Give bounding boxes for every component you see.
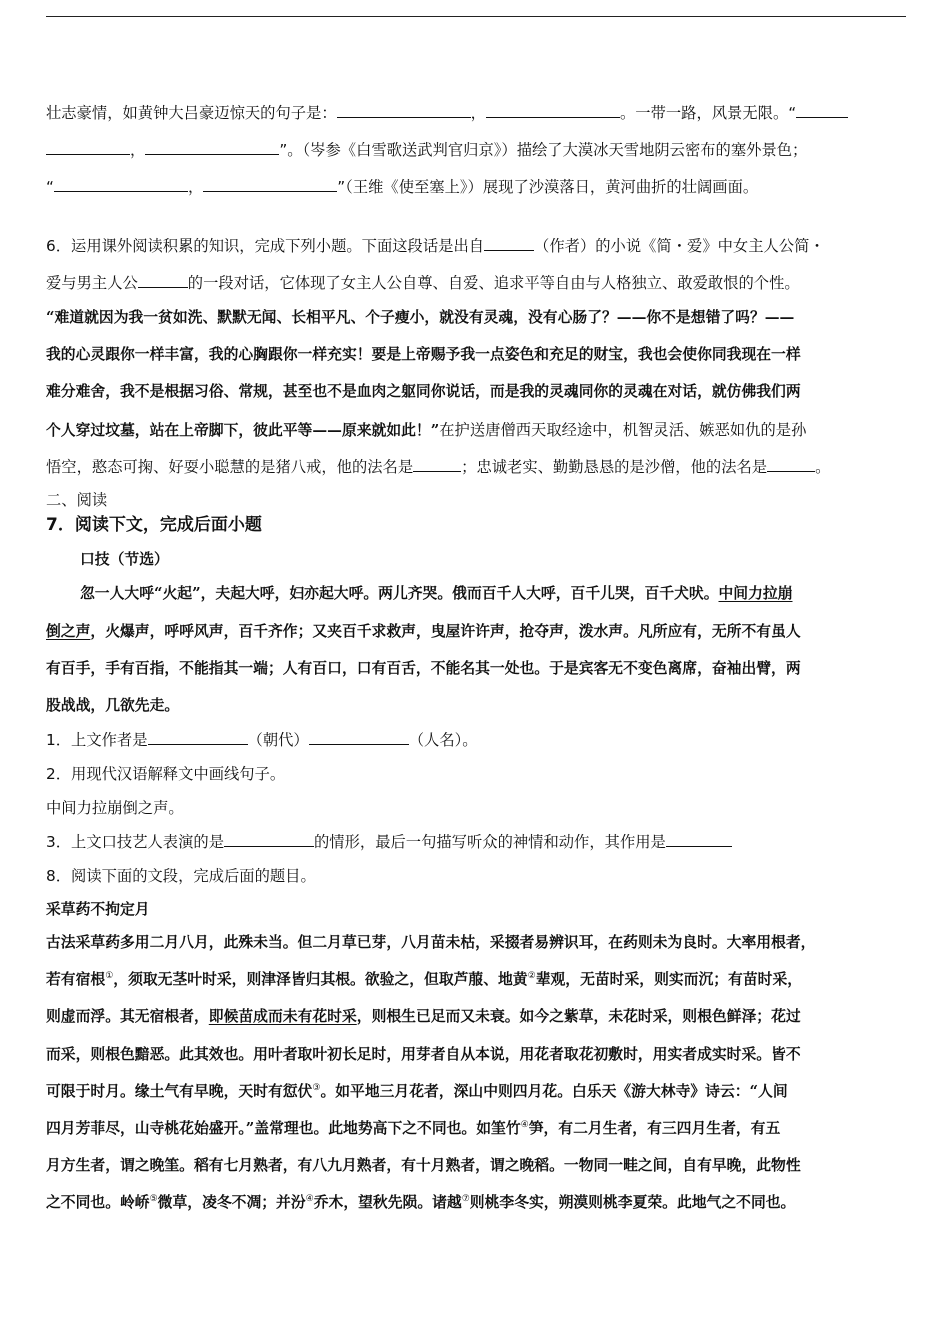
footnote-marker: ④ — [520, 1120, 529, 1131]
footnote-marker: ⑤ — [149, 1194, 158, 1205]
q5-line-3: “ ， ”（王维《使至塞上》）展现了沙漠落日，黄河曲折的壮阔画面。 — [46, 178, 759, 196]
answer-blank[interactable] — [54, 177, 188, 192]
section-heading: 二、阅读 — [46, 491, 108, 509]
q7-title: 7．阅读下文，完成后面小题 — [46, 515, 262, 535]
footnote-marker: ⑦ — [461, 1194, 470, 1205]
answer-blank[interactable] — [413, 457, 461, 472]
answer-blank[interactable] — [148, 730, 248, 745]
q5-line-2: ， ”。（岑参《白雪歌送武判官归京》）描绘了大漠冰天雪地阴云密布的塞外景色； — [46, 140, 908, 160]
q6-line-4: 个人穿过坟墓，站在上帝脚下，彼此平等——原来就如此！”在护送唐僧西天取经途中，机智灵活、嫉恶如仇的是孙 — [46, 421, 807, 439]
header-rule — [46, 16, 906, 17]
q8-passage-line-1: 古法采草药多用二月八月，此殊未当。但二月草已芽，八月苗未枯，采掇者易辨识耳，在药则未为良时。大率用根者， — [46, 934, 816, 951]
q7-sub-2-sentence: 中间力拉崩倒之声。 — [46, 799, 184, 817]
q8-passage-line-3: 则虚而浮。其无宿根者，即候苗成而未有花时采，则根生已足而又未衰。如今之紫草，未花时采，则根色鲜泽；花过 — [46, 1008, 801, 1025]
q8-passage-line-7: 月方生者，谓之晚筀。稻有七月熟者，有八九月熟者，有十月熟者，谓之晚稻。一物同一畦之间，自有早晚，此物性 — [46, 1157, 801, 1174]
footnote-marker: ① — [105, 971, 114, 982]
answer-blank[interactable] — [767, 457, 815, 472]
q7-sub-1: 1．上文作者是 （朝代） （人名）。 — [46, 731, 478, 749]
q8-passage-line-4: 而采，则根色黯恶。此其效也。用叶者取叶初长足时，用芽者自从本说，用花者取花初敷时，用实者成实时采。皆不 — [46, 1046, 801, 1063]
answer-blank[interactable] — [138, 273, 188, 288]
answer-blank[interactable] — [224, 832, 314, 847]
q7-passage-title: 口技（节选） — [80, 551, 169, 568]
q8-passage-line-6: 四月芳菲尽，山寺桃花始盛开。”盖常理也。此地势高下之不同也。如筀竹④笋，有二月生者，有三四月生者，有五 — [46, 1120, 781, 1137]
q6-line-1: 6．运用课外阅读积累的知识，完成下列小题。下面这段话是出自 （作者）的小说《简・爱》中女主人公简・ — [46, 237, 825, 255]
answer-blank[interactable] — [309, 730, 409, 745]
q6-quote-3: 难分难舍，我不是根据习俗、常规，甚至也不是血肉之躯同你说话，而是我的灵魂同你的灵魂在对话，就仿佛我们两 — [46, 383, 801, 400]
q8-title: 8．阅读下面的文段，完成后面的题目。 — [46, 867, 316, 885]
q8-passage-title: 采草药不拘定月 — [46, 901, 150, 918]
q7-sub-3: 3．上文口技艺人表演的是 的情形，最后一句描写听众的神情和动作，其作用是 — [46, 832, 908, 852]
answer-blank[interactable] — [486, 103, 620, 118]
q7-sub-2: 2．用现代汉语解释文中画线句子。 — [46, 765, 286, 783]
answer-blank[interactable] — [337, 103, 471, 118]
answer-blank[interactable] — [796, 103, 848, 118]
q5-line-1: 壮志豪情，如黄钟大吕豪迈惊天的句子是： ， 。一带一路，风景无限。“ — [46, 103, 908, 123]
underlined-sentence: 中间力拉崩 — [718, 585, 793, 602]
answer-blank[interactable] — [46, 140, 130, 155]
underlined-sentence: 倒之声 — [46, 623, 91, 640]
q7-passage-line-4: 股战战，几欲先走。 — [46, 697, 180, 714]
answer-blank[interactable] — [484, 236, 534, 251]
underlined-sentence: 即候苗成而未有花时采 — [208, 1008, 357, 1025]
q6-line-2: 爱与男主人公 的一段对话，它体现了女主人公自尊、自爱、追求平等自由与人格独立、敢爱敢恨的个性。 — [46, 274, 800, 292]
q7-passage-line-3: 有百手，手有百指，不能指其一端；人有百口，口有百舌，不能名其一处也。于是宾客无不变色离席，奋袖出臂，两 — [46, 660, 801, 677]
q8-passage-line-2: 若有宿根①，须取无茎叶时采，则津泽皆归其根。欲验之，但取芦菔、地黄②辈观，无苗时采，则实而沉；有苗时采， — [46, 971, 803, 988]
footnote-marker: ④ — [305, 1194, 314, 1205]
answer-blank[interactable] — [145, 140, 279, 155]
footnote-marker: ③ — [312, 1083, 321, 1094]
q7-passage-line-1: 忽一人大呼“火起”，夫起大呼，妇亦起大呼。两儿齐哭。俄而百千人大呼，百千儿哭，百千犬吠。中间力拉崩 — [80, 585, 793, 602]
answer-blank[interactable] — [666, 832, 732, 847]
q6-quote-1: “难道就因为我一贫如洗、默默无闻、长相平凡、个子瘦小，就没有灵魂，没有心肠了？——你不是想错了吗？—— — [46, 309, 795, 326]
footnote-marker: ② — [527, 971, 536, 982]
q6-quote-2: 我的心灵跟你一样丰富，我的心胸跟你一样充实！要是上帝赐予我一点姿色和充足的财宝，我也会使你同我现在一样 — [46, 346, 801, 363]
q6-line-5: 悟空，憨态可掬、好耍小聪慧的是猪八戒，他的法名是 ；忠诚老实、勤勤恳恳的是沙僧，他的法名是 。 — [46, 458, 831, 476]
q8-passage-line-8: 之不同也。岭峤⑤微草，凌冬不凋；并汾④乔木，望秋先陨。诸越⑦则桃李冬实，朔漠则桃李夏荣。此地气之不同也。 — [46, 1194, 796, 1211]
answer-blank[interactable] — [203, 177, 337, 192]
q8-passage-line-5: 可限于时月。缘土气有早晚，天时有愆伏③。如平地三月花者，深山中则四月花。白乐天《游大林寺》诗云：“人间 — [46, 1083, 788, 1100]
q7-passage-line-2: 倒之声，火爆声，呼呼风声，百千齐作；又夹百千求救声，曳屋许许声，抢夺声，泼水声。凡所应有，无所不有虽人 — [46, 623, 801, 640]
